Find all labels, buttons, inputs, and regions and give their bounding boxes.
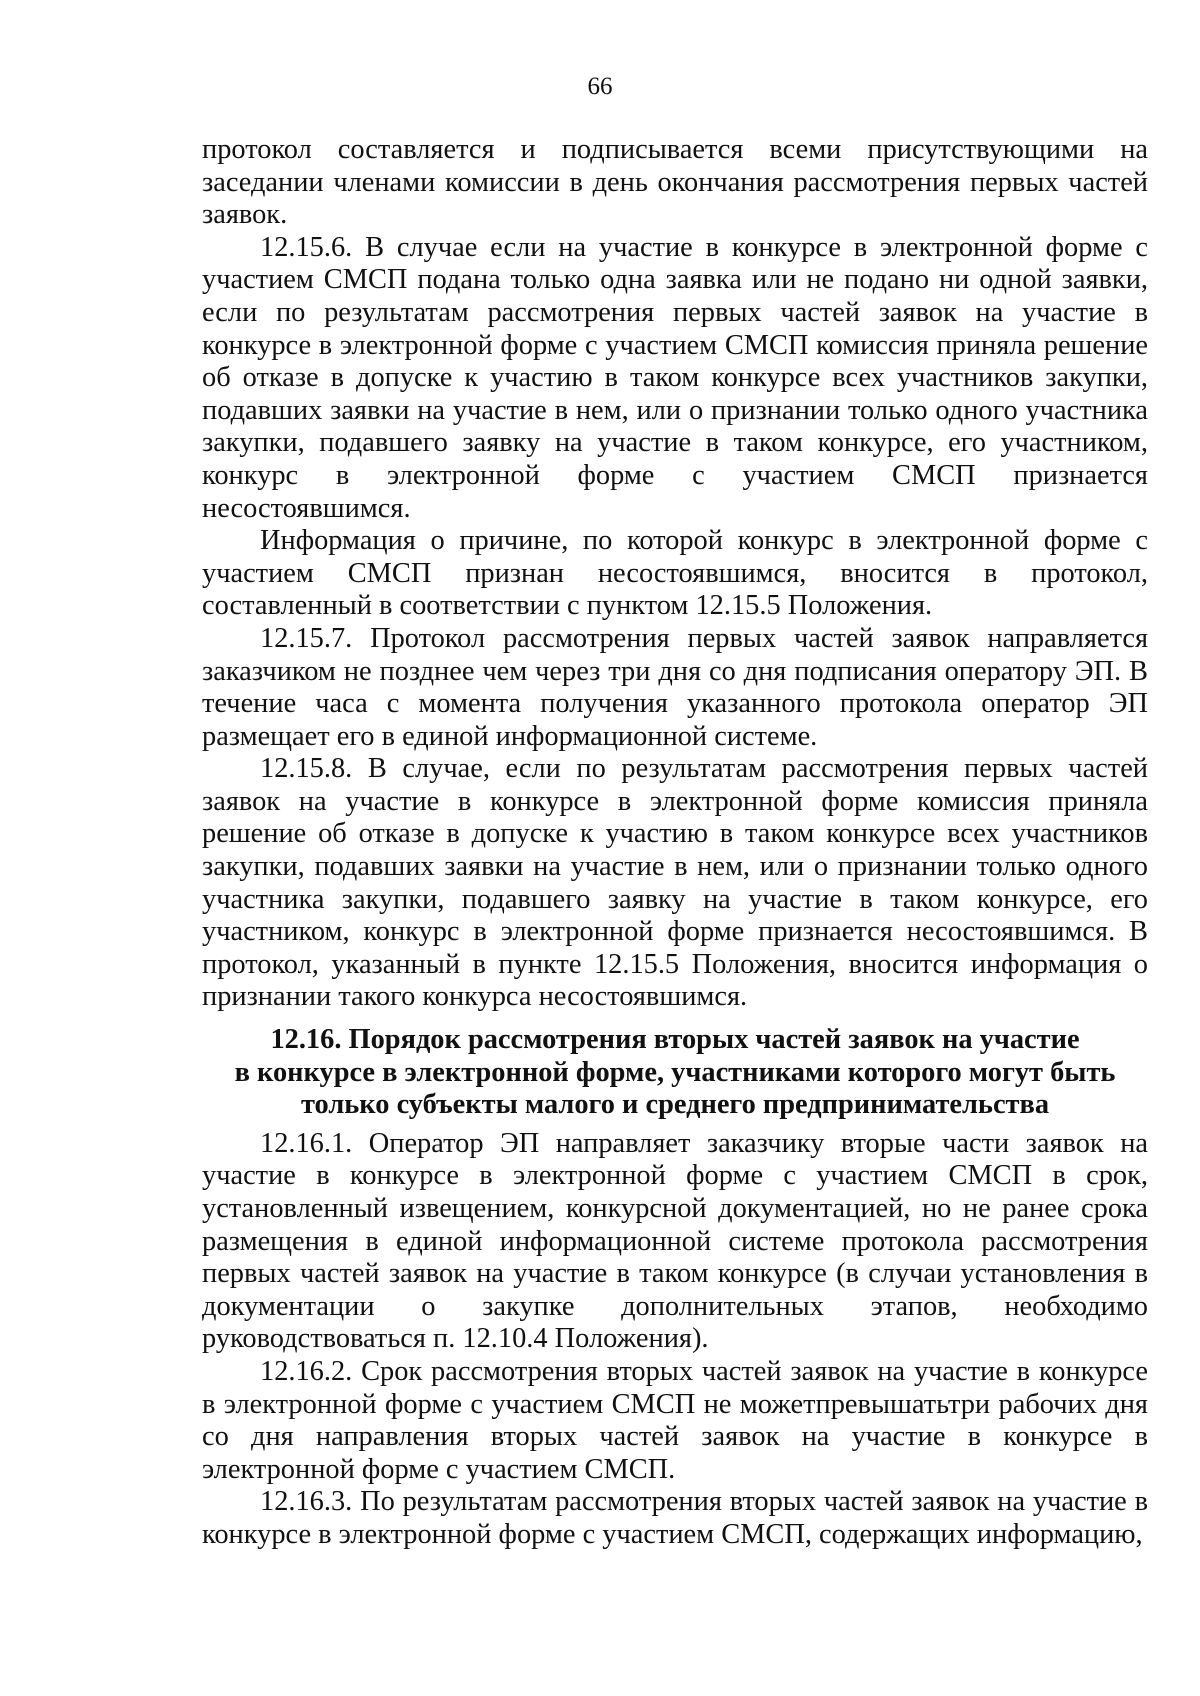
section-heading-line: только субъекты малого и среднего предпринимательства: [300, 1089, 1050, 1121]
paragraph-information: Информация о причине, по которой конкурс в электронной форме с участием СМСП признан несостоявшимся, вносится в протокол, составленный в соответствии с пунктом 12.15.5 Положения.: [202, 525, 1148, 622]
paragraph-continuation: протокол составляется и подписывается всеми присутствующими на заседании членами комиссии в день окончания рассмотрения первых частей заявок.: [202, 134, 1148, 231]
paragraph-12-15-7: 12.15.7. Протокол рассмотрения первых частей заявок направляется заказчиком не позднее чем через три дня со дня подписания оператору ЭП. В течение часа с момента получения указанного протокола оператор ЭП размещает его в единой информационной системе.: [202, 622, 1148, 752]
section-heading-line: в конкурсе в электронной форме, участниками которого могут быть: [234, 1056, 1116, 1088]
paragraph-12-15-6: 12.15.6. В случае если на участие в конкурсе в электронной форме с участием СМСП подана только одна заявка или не подано ни одной заявки, если по результатам рассмотрения первых частей заявок на участие в конкурсе в электронной форме с участием СМСП комиссия приняла решение об отказе в допуске к участию в таком конкурсе всех участников закупки, подавших заявки на участие в нем, или о признании только одного участника закупки, подавшего заявку на участие в таком конкурсе, его участником, конкурс в электронной форме с участием СМСП признается несостоявшимся.: [202, 231, 1148, 524]
paragraph-12-16-3: 12.16.3. По результатам рассмотрения вторых частей заявок на участие в конкурсе в электронной форме с участием СМСП, содержащих информацию,: [202, 1486, 1148, 1550]
section-heading-line: 12.16. Порядок рассмотрения вторых частей заявок на участие: [270, 1024, 1080, 1056]
page-number: 66: [587, 73, 613, 100]
paragraph-12-16-2: 12.16.2. Срок рассмотрения вторых частей заявок на участие в конкурсе в электронной форме с участием СМСП не можетпревышатьтри рабочих дня со дня направления вторых частей заявок на участие в конкурсе в электронной форме с участием СМСП.: [202, 1355, 1148, 1485]
document-body: [202, 134, 1148, 1552]
paragraph-12-15-8: 12.15.8. В случае, если по результатам рассмотрения первых частей заявок на участие в конкурсе в электронной форме комиссия приняла решение об отказе в допуске к участию в таком конкурсе всех участников закупки, подавших заявки на участие в нем, или о признании только одного участника закупки, подавшего заявку на участие в таком конкурсе, его участником, конкурс в электронной форме признается несостоявшимся. В протокол, указанный в пункте 12.15.5 Положения, вносится информация о признании такого конкурса несостоявшимся.: [202, 753, 1148, 1013]
section-heading-12-16: [202, 1024, 1148, 1122]
paragraph-12-16-1: 12.16.1. Оператор ЭП направляет заказчику вторые части заявок на участие в конкурсе в электронной форме с участием СМСП в срок, установленный извещением, конкурсной документацией, но не ранее срока размещения в единой информационной системе протокола рассмотрения первых частей заявок на участие в таком конкурсе (в случаи установления в документации о закупке дополнительных этапов, необходимо руководствоваться п. 12.10.4 Положения).: [202, 1127, 1148, 1355]
